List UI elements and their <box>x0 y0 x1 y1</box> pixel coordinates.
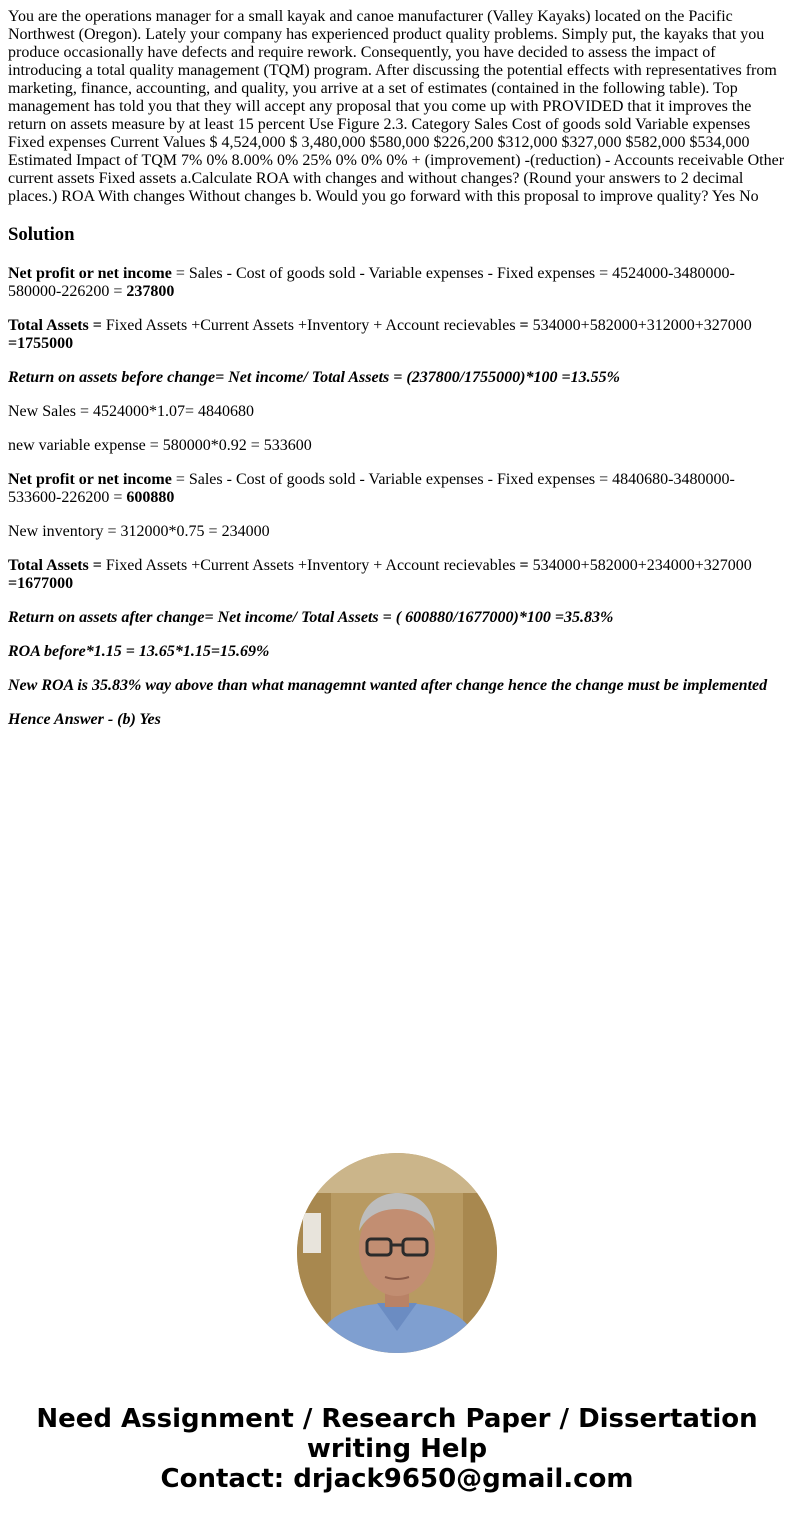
question-text: You are the operations manager for a small kayak and canoe manufacturer (Valley Kayaks) located on the Pacific Northwest (Oregon). Lately your company has experienced product quality problems. Simply put, the kayaks that you produce occasionally have defects and require rework. Consequently, you have decided to assess the impact of introducing a total quality management (TQM) program. After discussing the potential effects with representatives from marketing, finance, accounting, and quality, you arrive at a set of estimates (contained in the following table). Top management has told you that they will accept any proposal that you come up with PROVIDED that it improves the return on assets measure by at least 15 percent Use Figure 2.3. Category Sales Cost of goods sold Variable expenses Fixed expenses Current Values $ 4,524,000 $ 3,480,000 $580,000 $226,200 $312,000 $327,000 $582,000 $534,000 Estimated Impact of TQM 7% 0% 8.00% 0% 25% 0% 0% 0% + (improvement) -(reduction) - Accounts receivable Other current assets Fixed assets a.Calculate ROA with changes and without changes? (Round your answers to 2 decimal places.) ROA With changes Without changes b. Would you go forward with this proposal to improve quality? Yes No <box>8 8 785 205</box>
total-assets-label: Total Assets = <box>8 317 102 334</box>
conclusion-line: New ROA is 35.83% way above than what managemnt wanted after change hence the change must be implemented <box>8 677 768 694</box>
total-assets-values: 534000+582000+312000+327000 <box>528 317 752 334</box>
document-body <box>8 8 786 745</box>
net-profit-label: Net profit or net income <box>8 471 172 488</box>
net-profit-result: 237800 <box>126 283 175 300</box>
roa-after-line: Return on assets after change= Net income/ Total Assets = ( 600880/1677000)*100 =35.83% <box>8 609 614 626</box>
avatar-portrait <box>297 1153 497 1353</box>
total-assets-after <box>8 557 786 593</box>
total-assets-formula: Fixed Assets +Current Assets +Inventory + Account recievables <box>101 557 520 574</box>
author-avatar <box>297 1153 497 1353</box>
total-assets-formula: Fixed Assets +Current Assets +Inventory + Account recievables <box>101 317 520 334</box>
total-assets-eq: = <box>519 317 529 334</box>
total-assets-before <box>8 317 786 353</box>
promo-line: Need Assignment / Research Paper / Dissertation <box>36 1404 758 1434</box>
net-profit-formula: = Sales - Cost of goods sold - Variable expenses - Fixed expenses = 4524000-3480000-580000-226200 = <box>8 265 735 300</box>
answer-line: Hence Answer - (b) Yes <box>8 711 161 728</box>
total-assets-eq: = <box>519 557 529 574</box>
new-inventory-line: New inventory = 312000*0.75 = 234000 <box>8 523 270 540</box>
net-profit-formula: = Sales - Cost of goods sold - Variable expenses - Fixed expenses = 4840680-3480000-533600-226200 = <box>8 471 735 506</box>
promo-line: writing Help <box>306 1434 488 1464</box>
total-assets-label: Total Assets = <box>8 557 102 574</box>
net-profit-before <box>8 265 786 301</box>
net-profit-label: Net profit or net income <box>8 265 172 282</box>
new-variable-line: new variable expense = 580000*0.92 = 533600 <box>8 437 312 454</box>
roa-before-line: Return on assets before change= Net income/ Total Assets = (237800/1755000)*100 =13.55% <box>8 369 620 386</box>
solution-heading: Solution <box>8 224 75 245</box>
total-assets-values: 534000+582000+234000+327000 <box>528 557 752 574</box>
total-assets-result: =1677000 <box>8 575 74 592</box>
promo-contact: Contact: drjack9650@gmail.com <box>160 1464 634 1494</box>
roa-target-line: ROA before*1.15 = 13.65*1.15=15.69% <box>8 643 270 660</box>
promo-banner <box>0 1404 794 1494</box>
net-profit-result: 600880 <box>126 489 175 506</box>
total-assets-result: =1755000 <box>8 335 74 352</box>
net-profit-after <box>8 471 786 507</box>
new-sales-line: New Sales = 4524000*1.07= 4840680 <box>8 403 255 420</box>
